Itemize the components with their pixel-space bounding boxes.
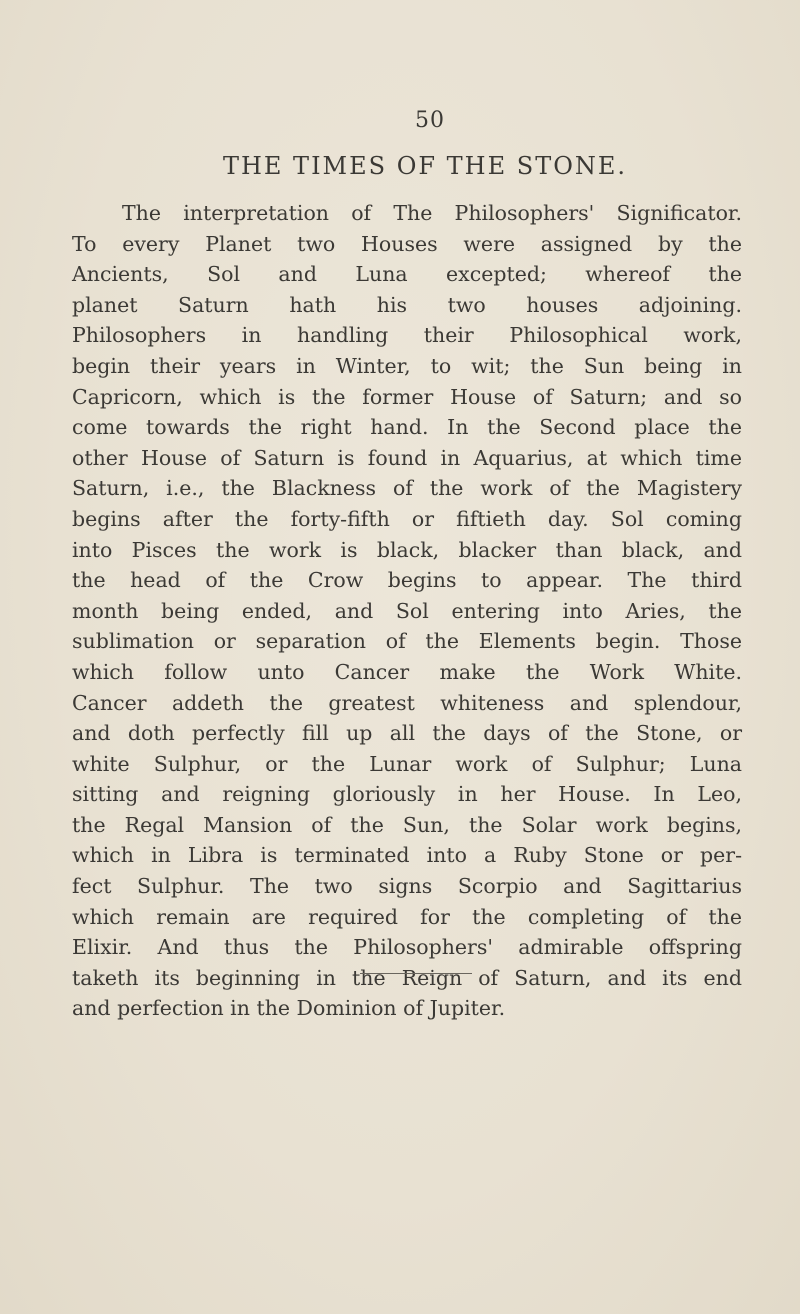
text-line: planet Saturn hath his two houses adjoining. <box>72 292 742 317</box>
text-line: and perfection in the Dominion of Jupiter. <box>72 996 506 1021</box>
text-line: other House of Saturn is found in Aquarius, at which time <box>72 445 742 470</box>
text-line: fect Sulphur. The two signs Scorpio and Sagittarius <box>72 874 742 899</box>
body-paragraph <box>72 198 742 1024</box>
text-line: the head of the Crow begins to appear. The third <box>72 568 742 593</box>
text-line: taketh its beginning in the Reign of Saturn, and its end <box>72 965 742 990</box>
text-line: begin their years in Winter, to wit; the Sun being in <box>72 353 742 378</box>
chapter-title: THE TIMES OF THE STONE. <box>222 152 628 180</box>
text-line: into Pisces the work is black, blacker than black, and <box>72 537 742 562</box>
text-line: Capricorn, which is the former House of Saturn; and so <box>72 384 742 409</box>
text-line: begins after the forty-fifth or fiftieth day. Sol coming <box>72 506 742 531</box>
text-line: which in Libra is terminated into a Ruby Stone or per- <box>72 843 742 868</box>
text-line: and doth perfectly fill up all the days of the Stone, or <box>72 721 742 746</box>
text-line: To every Planet two Houses were assigned by the <box>72 231 742 256</box>
text-line: Elixir. And thus the Philosophers' admirable offspring <box>72 935 742 960</box>
section-end-rule <box>360 973 472 974</box>
text-line: sitting and reigning gloriously in her House. In Leo, <box>72 782 742 807</box>
text-line: which follow unto Cancer make the Work White. <box>72 659 742 684</box>
text-line: month being ended, and Sol entering into Aries, the <box>72 598 742 623</box>
text-line: Philosophers in handling their Philosophical work, <box>72 323 742 348</box>
text-line: sublimation or separation of the Elements begin. Those <box>72 629 742 654</box>
text-line: Cancer addeth the greatest whiteness and splendour, <box>72 690 742 715</box>
text-line: which remain are required for the completing of the <box>72 904 742 929</box>
page-number: 50 <box>415 108 445 133</box>
text-line: come towards the right hand. In the Second place the <box>72 415 742 440</box>
text-line: Saturn, i.e., the Blackness of the work of the Magistery <box>72 476 742 501</box>
text-line: Ancients, Sol and Luna excepted; whereof the <box>72 262 742 287</box>
text-line: white Sulphur, or the Lunar work of Sulphur; Luna <box>72 751 742 776</box>
text-line: the Regal Mansion of the Sun, the Solar work begins, <box>72 812 742 837</box>
text-line: The interpretation of The Philosophers' Significator. <box>122 201 742 225</box>
